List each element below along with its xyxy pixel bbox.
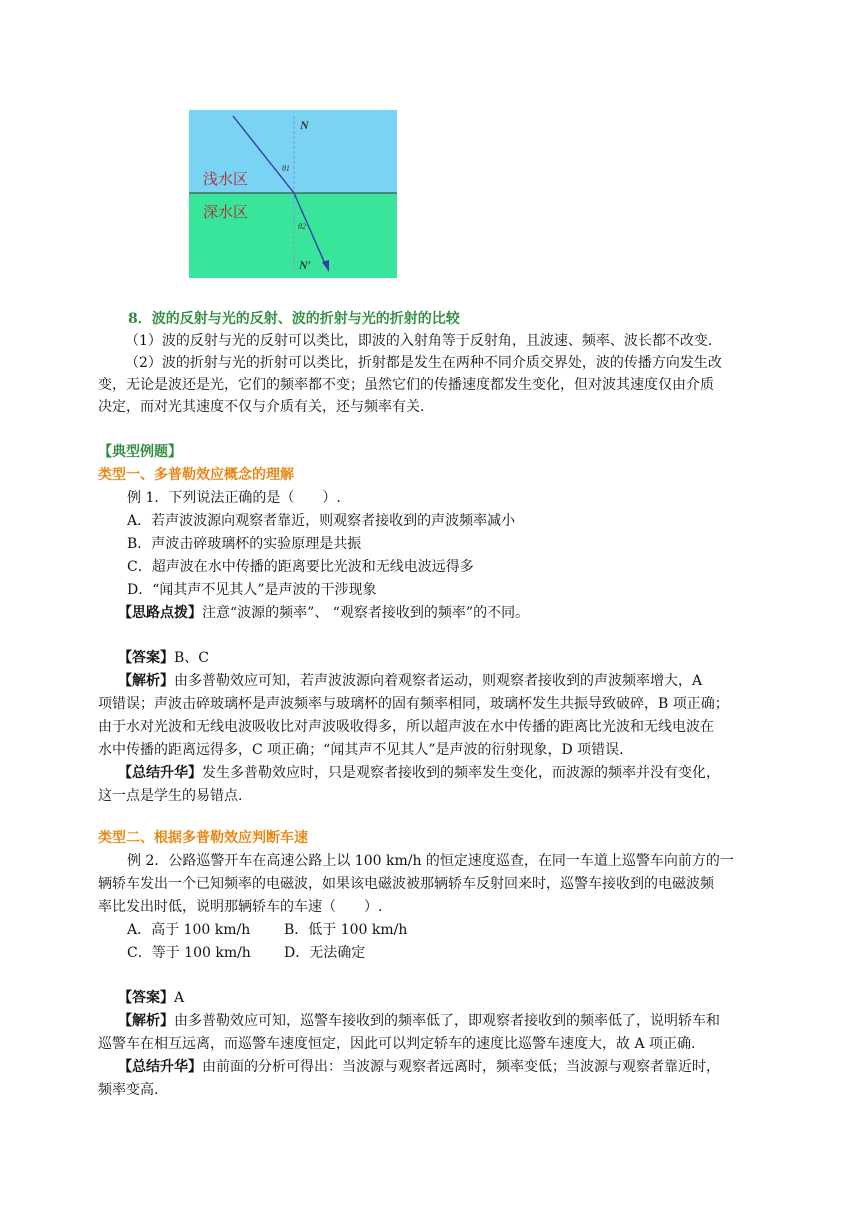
type2-answer bbox=[118, 988, 184, 1008]
type1-hint bbox=[118, 603, 529, 623]
type2-analysis-line2: 巡警车在相互远离，而巡警车速度恒定，因此可以判定轿车的速度比巡警车速度大，故 A 项正确. bbox=[98, 1036, 696, 1052]
theta1-label: θ1 bbox=[282, 164, 290, 173]
type2-question-line3: 率比发出时低，说明那辆轿车的车速（ ）. bbox=[98, 899, 383, 915]
type1-analysis-line1 bbox=[118, 671, 702, 691]
type2-question-line1: 例 2．公路巡警开车在高速公路上以 100 km/h 的恒定速度巡查，在同一车道上巡警车向前方的一 bbox=[127, 853, 734, 869]
type1-option-c: C．超声波在水中传播的距离要比光波和无线电波远得多 bbox=[127, 559, 474, 575]
normal-label-top: N bbox=[300, 118, 309, 132]
type1-summary-line1 bbox=[118, 763, 720, 783]
deep-label: 深水区 bbox=[203, 203, 249, 221]
type2-answer-text: A bbox=[174, 990, 185, 1006]
theta2-label: θ2 bbox=[298, 222, 306, 231]
type2-analysis-tag: 【解析】 bbox=[118, 1013, 174, 1029]
type2-option-d: D．无法确定 bbox=[284, 945, 366, 961]
type1-option-a: A．若声波波源向观察者靠近，则观察者接收到的声波频率减小 bbox=[127, 513, 516, 529]
type2-option-c: C．等于 100 km/h bbox=[127, 945, 251, 961]
type2-title: 类型二、根据多普勒效应判断车速 bbox=[98, 830, 308, 846]
shallow-label: 浅水区 bbox=[203, 170, 249, 188]
type2-analysis-text: 由多普勒效应可知，巡警车接收到的频率低了，即观察者接收到的频率低了，说明轿车和 bbox=[174, 1013, 720, 1029]
type1-analysis-tag: 【解析】 bbox=[118, 673, 174, 689]
type2-analysis-line1 bbox=[118, 1011, 720, 1031]
type1-hint-text: 注意“波源的频率”、 “观察者接收到的频率”的不同。 bbox=[202, 605, 530, 621]
section8-p2-line2: 变，无论是波还是光，它们的频率都不变；虽然它们的传播速度都发生变化，但对波其速度仅由介质 bbox=[98, 377, 714, 393]
type1-answer-text: B、C bbox=[174, 650, 209, 666]
refraction-figure bbox=[189, 110, 397, 278]
type1-title: 类型一、多普勒效应概念的理解 bbox=[98, 467, 294, 483]
type2-summary-text: 由前面的分析可得出：当波源与观察者远离时，频率变低；当波源与观察者靠近时， bbox=[202, 1059, 720, 1075]
section8-p1: （1）波的反射与光的反射可以类比，即波的入射角等于反射角，且波速、频率、波长都不改变. bbox=[125, 333, 713, 349]
type1-answer bbox=[118, 648, 209, 668]
type2-summary-tag: 【总结升华】 bbox=[118, 1059, 202, 1075]
normal-label-bottom: N′ bbox=[299, 258, 312, 272]
type2-answer-tag: 【答案】 bbox=[118, 990, 174, 1006]
type1-summary-text: 发生多普勒效应时，只是观察者接收到的频率发生变化，而波源的频率并没有变化， bbox=[202, 765, 720, 781]
type2-summary-line2: 频率变高. bbox=[98, 1082, 159, 1098]
type1-analysis-line4: 水中传播的距离远得多，C 项正确；“闻其声不见其人”是声波的衍射现象，D 项错误. bbox=[98, 742, 624, 758]
type1-option-d: D．“闻其声不见其人”是声波的干涉现象 bbox=[127, 582, 377, 598]
type1-option-b: B．声波击碎玻璃杯的实验原理是共振 bbox=[127, 536, 362, 552]
type2-summary-line1 bbox=[118, 1057, 720, 1077]
type1-answer-tag: 【答案】 bbox=[118, 650, 174, 666]
type1-question: 例 1．下列说法正确的是（ ）. bbox=[127, 490, 341, 506]
type2-question-line2: 辆轿车发出一个已知频率的电磁波，如果该电磁波被那辆轿车反射回来时，巡警车接收到的电磁波频 bbox=[98, 876, 714, 892]
section8-p2-line3: 决定，而对光其速度不仅与介质有关，还与频率有关. bbox=[98, 399, 425, 415]
type1-hint-tag: 【思路点拨】 bbox=[118, 605, 202, 621]
type2-option-b: B．低于 100 km/h bbox=[284, 922, 408, 938]
section8-heading: 8．波的反射与光的反射、波的折射与光的折射的比较 bbox=[128, 311, 460, 327]
examples-heading: 【典型例题】 bbox=[98, 444, 182, 460]
type1-summary-line2: 这一点是学生的易错点. bbox=[98, 788, 243, 804]
type1-analysis-text: 由多普勒效应可知，若声波波源向着观察者运动，则观察者接收到的声波频率增大，A bbox=[174, 673, 703, 689]
type1-summary-tag: 【总结升华】 bbox=[118, 765, 202, 781]
type2-option-a: A．高于 100 km/h bbox=[127, 922, 251, 938]
type1-analysis-line3: 由于水对光波和无线电波吸收比对声波吸收得多，所以超声波在水中传播的距离比光波和无线电波在 bbox=[98, 719, 714, 735]
type1-analysis-line2: 项错误；声波击碎玻璃杯是声波频率与玻璃杯的固有频率相同，玻璃杯发生共振导致破碎，B 项正确； bbox=[98, 696, 729, 712]
section8-p2-line1: （2）波的折射与光的折射可以类比，折射都是发生在两种不同介质交界处，波的传播方向发生改 bbox=[125, 355, 722, 371]
